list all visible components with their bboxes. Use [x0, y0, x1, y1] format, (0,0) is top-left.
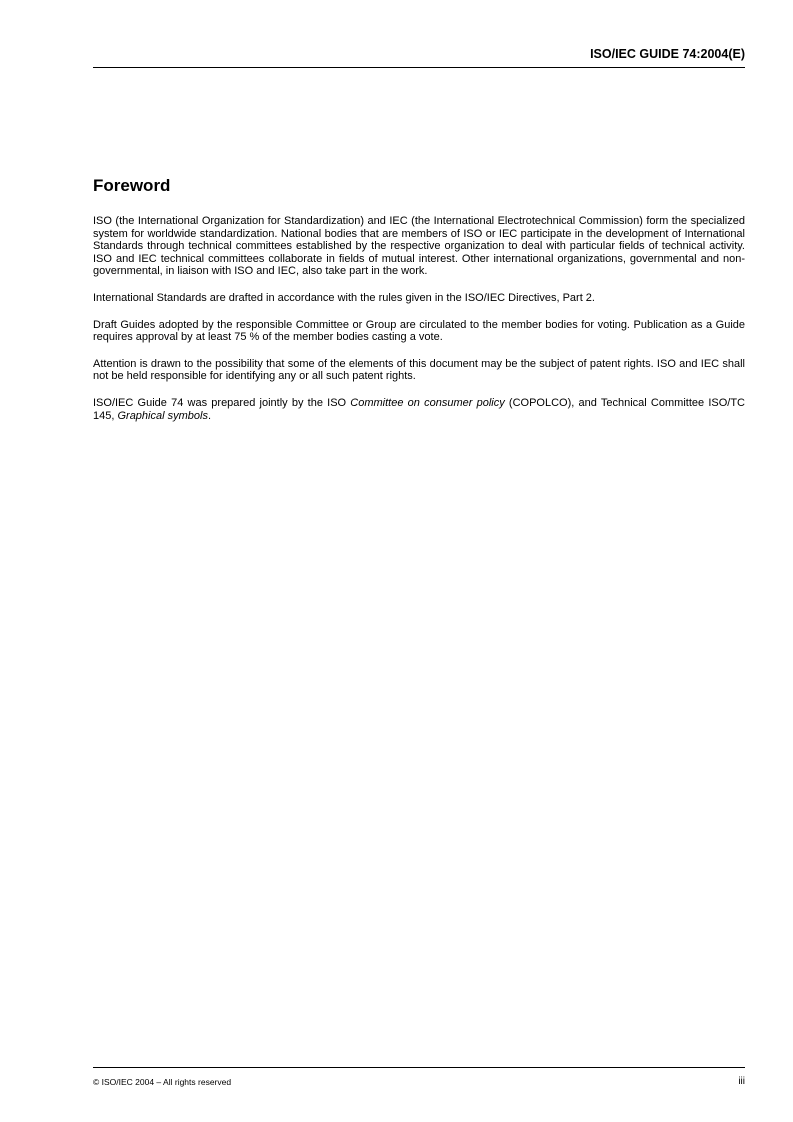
- paragraph-draft-guides: Draft Guides adopted by the responsible Committee or Group are circulated to the member bodies for voting. Publication as a Guide requires approval by at least 75 % of the member bodies casting a vote.: [93, 318, 745, 344]
- paragraph-patent-rights: Attention is drawn to the possibility that some of the elements of this document may be the subject of patent rights. ISO and IEC shall not be held responsible for identifying any or all such patent rights.: [93, 357, 745, 383]
- page-number: iii: [738, 1076, 745, 1087]
- foreword-section: [93, 176, 745, 436]
- document-id: ISO/IEC GUIDE 74:2004(E): [590, 47, 745, 61]
- paragraph-preparation: [93, 397, 745, 422]
- paragraph-organizations: ISO (the International Organization for Standardization) and IEC (the International Electrotechnical Commission) form the specialized system for worldwide standardization. National bodies that are members of ISO or IEC participate in the development of International Standards through technical committees established by the respective organization to deal with particular fields of technical activity. ISO and IEC technical committees collaborate in fields of mutual interest. Other international organizations, governmental and non-governmental, in liaison with ISO and IEC, also take part in the work.: [93, 215, 745, 278]
- committee-name: Committee on consumer policy: [350, 396, 505, 409]
- page-header: [93, 0, 745, 68]
- copyright-notice: © ISO/IEC 2004 – All rights reserved: [93, 1077, 232, 1087]
- preparation-text-3: .: [207, 409, 212, 422]
- preparation-text-2: (COPOLCO), and Technical Committee ISO/TC 145,: [93, 396, 745, 422]
- foreword-heading: Foreword: [93, 176, 171, 195]
- page-footer: [93, 1067, 745, 1087]
- paragraph-directives: International Standards are drafted in accordance with the rules given in the ISO/IEC Directives, Part 2.: [93, 291, 595, 304]
- preparation-text-1: ISO/IEC Guide 74 was prepared jointly by the ISO: [93, 396, 351, 409]
- tc-title: Graphical symbols: [117, 409, 208, 422]
